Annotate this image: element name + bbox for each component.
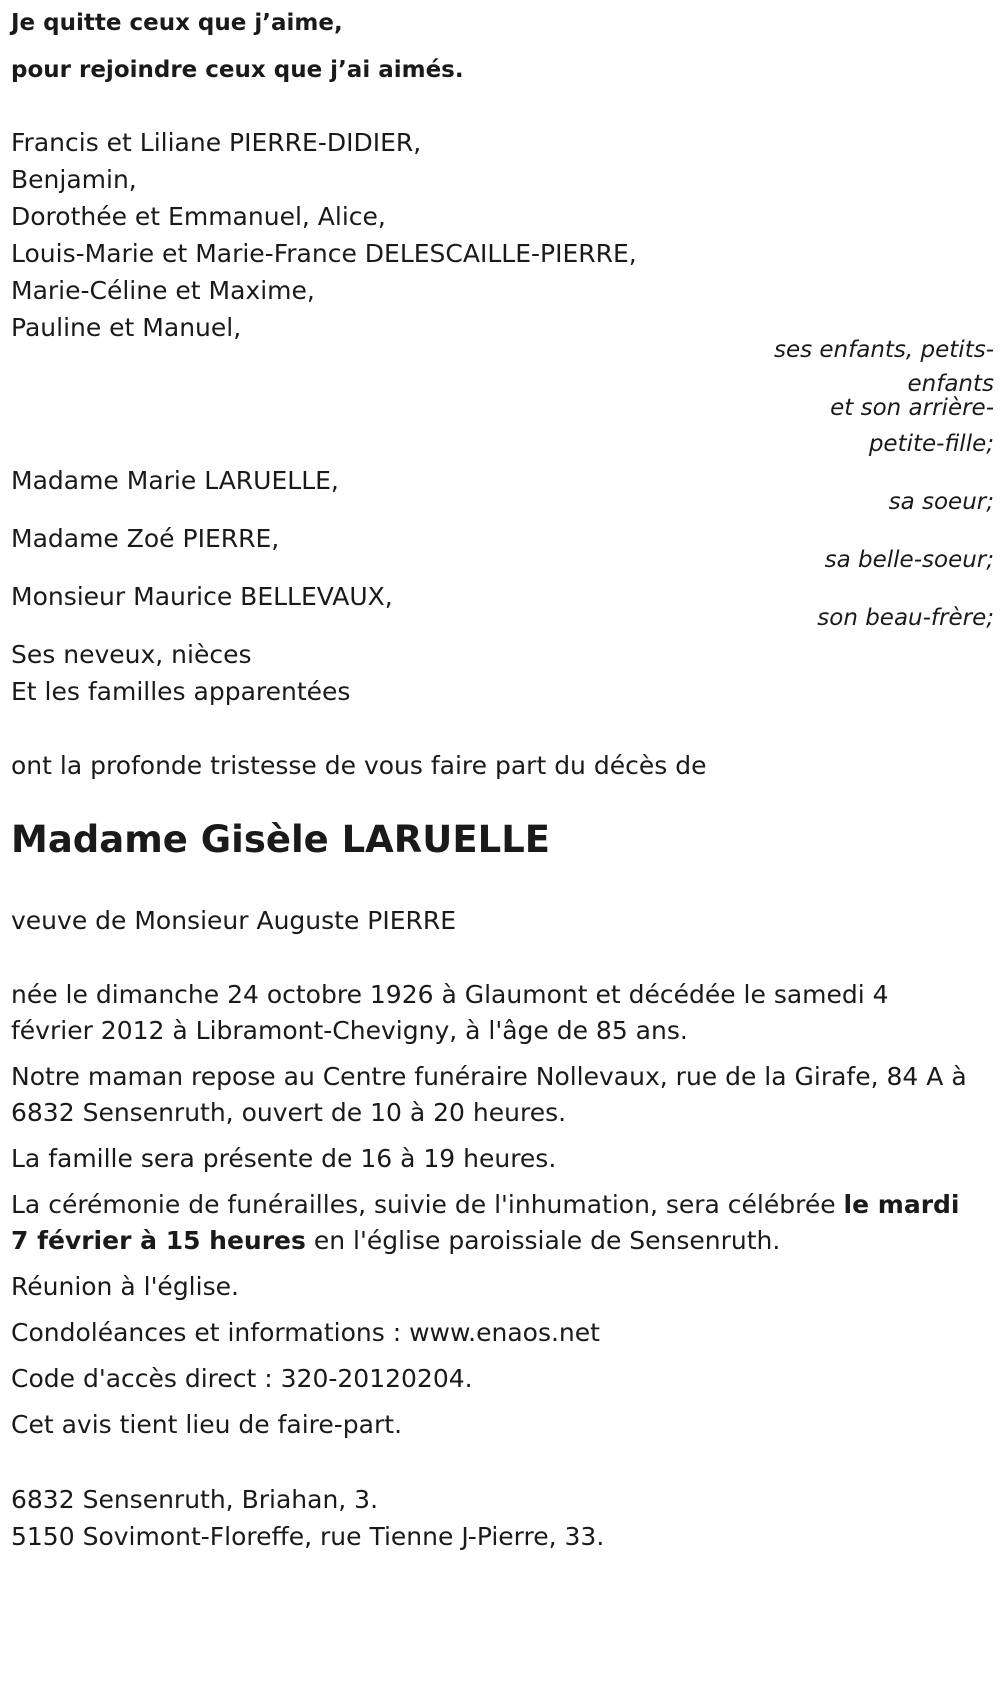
family-line: Pauline et Manuel, — [11, 313, 242, 342]
relation-children-2: enfants — [907, 371, 994, 397]
ceremony-date: le mardi 7 février à 15 heures — [11, 1190, 960, 1255]
deceased-name: Madame Gisèle LARUELLE — [11, 818, 551, 861]
ceremony-suffix: en l'église paroissiale de Sensenruth. — [305, 1226, 781, 1255]
family-line: Benjamin, — [11, 165, 137, 194]
relation-children-1: ses enfants, petits- — [773, 337, 994, 363]
brother-in-law-role: son beau-frère; — [817, 605, 994, 631]
family-line: Dorothée et Emmanuel, Alice, — [11, 202, 386, 231]
birth-death-text: née le dimanche 24 octobre 1926 à Glaumont et décédée le samedi 4 février 2012 à Libramont-Chevigny, à l'âge de 85 ans. — [11, 980, 889, 1045]
family-line: Marie-Céline et Maxime, — [11, 276, 315, 305]
meeting-text: Réunion à l'église. — [11, 1272, 239, 1301]
sister-in-law-name: Madame Zoé PIERRE, — [11, 524, 280, 553]
brother-in-law-name: Monsieur Maurice BELLEVAUX, — [11, 582, 393, 611]
sister-name: Madame Marie LARUELLE, — [11, 466, 339, 495]
epigraph-line-1: Je quitte ceux que j’aime, — [11, 10, 343, 36]
access-code-text: Code d'accès direct : 320-20120204. — [11, 1364, 473, 1393]
ceremony-text — [11, 1187, 971, 1259]
ceremony-prefix: La cérémonie de funérailles, suivie de l'inhumation, sera célébrée — [11, 1190, 844, 1219]
sister-in-law-role: sa belle-soeur; — [824, 547, 994, 573]
address-line: 5150 Sovimont-Floreffe, rue Tienne J-Pierre, 33. — [11, 1522, 605, 1551]
relation-children-4: petite-fille; — [868, 431, 994, 457]
rest-place-text: Notre maman repose au Centre funéraire Nollevaux, rue de la Girafe, 84 A à 6832 Sensenruth, ouvert de 10 à 20 heures. — [11, 1062, 967, 1127]
family-line: Louis-Marie et Marie-France DELESCAILLE-PIERRE, — [11, 239, 637, 268]
epigraph-line-2: pour rejoindre ceux que j’ai aimés. — [11, 57, 464, 83]
notice-text: Cet avis tient lieu de faire-part. — [11, 1410, 403, 1439]
address-line: 6832 Sensenruth, Briahan, 3. — [11, 1485, 379, 1514]
sister-role: sa soeur; — [888, 489, 994, 515]
condolences-text: Condoléances et informations : www.enaos.net — [11, 1318, 600, 1347]
extended-family-line: Ses neveux, nièces — [11, 640, 252, 669]
family-presence-text: La famille sera présente de 16 à 19 heures. — [11, 1144, 557, 1173]
extended-family-line: Et les familles apparentées — [11, 677, 351, 706]
announcement-text: ont la profonde tristesse de vous faire part du décès de — [11, 751, 707, 780]
family-line: Francis et Liliane PIERRE-DIDIER, — [11, 128, 422, 157]
relation-children-3: et son arrière- — [830, 395, 994, 421]
widow-of-text: veuve de Monsieur Auguste PIERRE — [11, 906, 457, 935]
